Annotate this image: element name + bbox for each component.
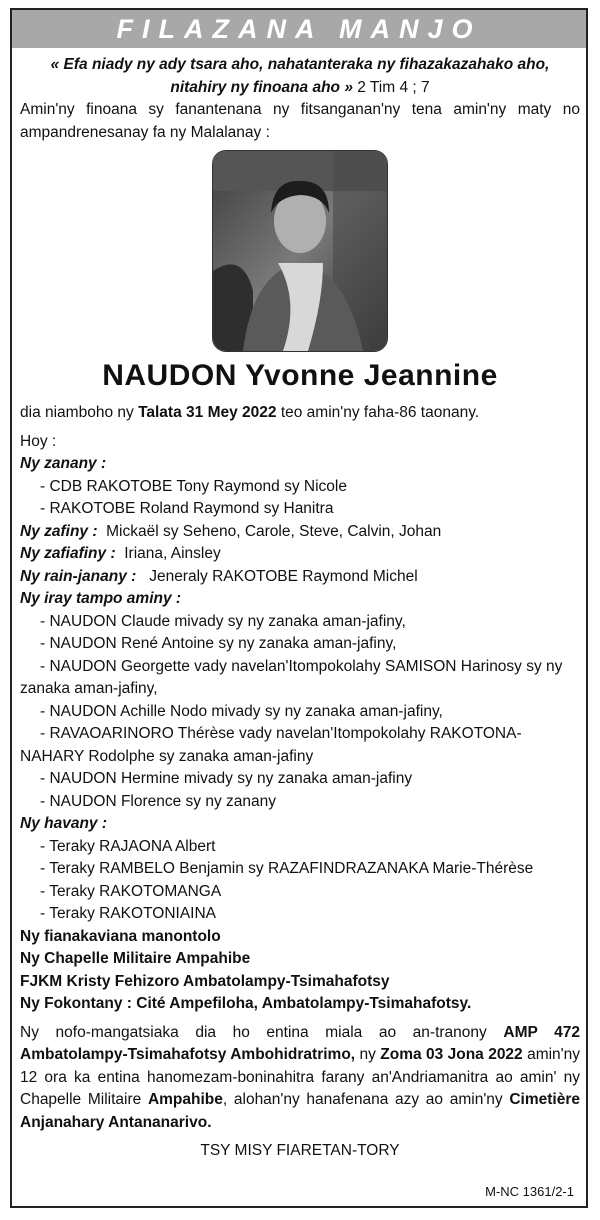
havany-item: - Teraky RAKOTOMANGA <box>40 882 222 900</box>
zafiny-label: Ny zafiny : <box>20 522 98 540</box>
header-banner <box>12 10 586 48</box>
verse-line-1: « Efa niady ny ady tsara aho, nahatanteraka ny fihazakazahako aho, <box>50 56 550 73</box>
rainjanany-value: Jeneraly RAKOTOBE Raymond Michel <box>136 567 418 585</box>
funeral-paragraph <box>20 1022 580 1135</box>
death-post: teo amin'ny faha-86 taonany. <box>276 404 480 421</box>
tampo-item: - NAUDON René Antoine sy ny zanaka aman-jafiny, <box>40 635 397 652</box>
funeral-cemetery: Cimetière Anjanahary Antananarivo. <box>20 1091 580 1131</box>
zafiafiny-line <box>20 543 580 566</box>
verse-reference: 2 Tim 4 ; 7 <box>352 78 430 96</box>
zafiny-value: Mickaël sy Seheno, Carole, Steve, Calvin, Johan <box>97 522 442 540</box>
notice-body <box>20 54 580 1163</box>
intro-text: Amin'ny finoana sy fanantenana ny fitsanganan'ny tena amin'ny maty no ampandrenesanay fa ny Malalanay : <box>20 101 580 141</box>
deceased-photo <box>212 150 388 352</box>
tampo-item: - NAUDON Hermine mivady sy ny zanaka aman-jafiny <box>40 770 413 787</box>
death-date: Talata 31 Mey 2022 <box>138 404 277 421</box>
verse-line-2: nitahiry ny finoana aho » <box>170 78 353 96</box>
zafiny-line <box>20 521 580 544</box>
funeral-date: Zoma 03 Jona 2022 <box>380 1046 523 1063</box>
zanany-label: Ny zanany : <box>20 455 107 472</box>
havany-label: Ny havany : <box>20 815 108 832</box>
header-title: FILAZANA MANJO <box>116 13 482 44</box>
tampo-item-cont: NAHARY Rodolphe sy zanaka aman-jafiny <box>20 747 314 765</box>
tampo-item: - NAUDON Florence sy ny zanany <box>40 792 277 810</box>
havany-item: - Teraky RAKOTONIAINA <box>40 905 216 922</box>
havany-item: - Teraky RAMBELO Benjamin sy RAZAFINDRAZANAKA Marie-Thérèse <box>40 860 534 877</box>
death-pre: dia niamboho ny <box>20 404 139 421</box>
tampo-label: Ny iray tampo aminy : <box>20 590 182 607</box>
closing-text: TSY MISY FIARETAN-TORY <box>200 1142 400 1159</box>
havany-item: - Teraky RAJAONA Albert <box>40 837 216 855</box>
hoy-label: Hoy : <box>20 432 57 450</box>
portrait-image <box>213 151 387 351</box>
tampo-item: - NAUDON Achille Nodo mivady sy ny zanaka aman-jafiny, <box>40 702 443 720</box>
funeral-address: AMP 472 Ambatolampy-Tsimahafotsy Ambohidratrimo, <box>20 1023 580 1063</box>
tampo-item-cont: zanaka aman-jafiny, <box>20 680 158 697</box>
zafiafiny-label: Ny zafiafiny : <box>20 545 116 562</box>
bible-verse <box>20 54 580 99</box>
group-line: Ny Chapelle Militaire Ampahibe <box>20 950 251 967</box>
group-line: Ny fianakaviana manontolo <box>20 927 221 945</box>
group-line: Ny Fokontany : Cité Ampefiloha, Ambatolampy-Tsimahafotsy. <box>20 995 472 1012</box>
zanany-item: - RAKOTOBE Roland Raymond sy Hanitra <box>40 500 334 517</box>
verse-line-2-wrap <box>20 77 580 100</box>
rainjanany-label: Ny rain-janany : <box>20 567 137 585</box>
funeral-text: amin'ny 12 ora ka entina hanomezam-boninahitra farany an'Andriamanitra ao amin' ny Chapelle Militaire <box>20 1046 581 1108</box>
reference-code: M-NC 1361/2-1 <box>485 1184 574 1199</box>
zafiafiny-value: Iriana, Ainsley <box>115 545 221 562</box>
funeral-chapel: Ampahibe <box>147 1091 223 1108</box>
funeral-text: , alohan'ny hanafenana azy ao amin'ny <box>222 1091 510 1108</box>
deceased-name: NAUDON Yvonne Jeannine <box>102 359 498 392</box>
rainjanany-line <box>20 566 580 589</box>
funeral-text: ny <box>355 1046 381 1063</box>
group-line: FJKM Kristy Fehizoro Ambatolampy-Tsimahafotsy <box>20 972 390 990</box>
tampo-item: - RAVAOARINORO Thérèse vady navelan'Itompokolahy RAKOTONA- <box>40 725 522 742</box>
tampo-item: - NAUDON Claude mivady sy ny zanaka aman-jafiny, <box>40 612 406 630</box>
tampo-item: - NAUDON Georgette vady navelan'Itompokolahy SAMISON Harinosy sy ny <box>40 657 563 675</box>
zanany-item: - CDB RAKOTOBE Tony Raymond sy Nicole <box>40 477 347 495</box>
funeral-text: Ny nofo-mangatsiaka dia ho entina miala ao an-tranony <box>20 1023 504 1041</box>
death-line <box>20 402 580 425</box>
